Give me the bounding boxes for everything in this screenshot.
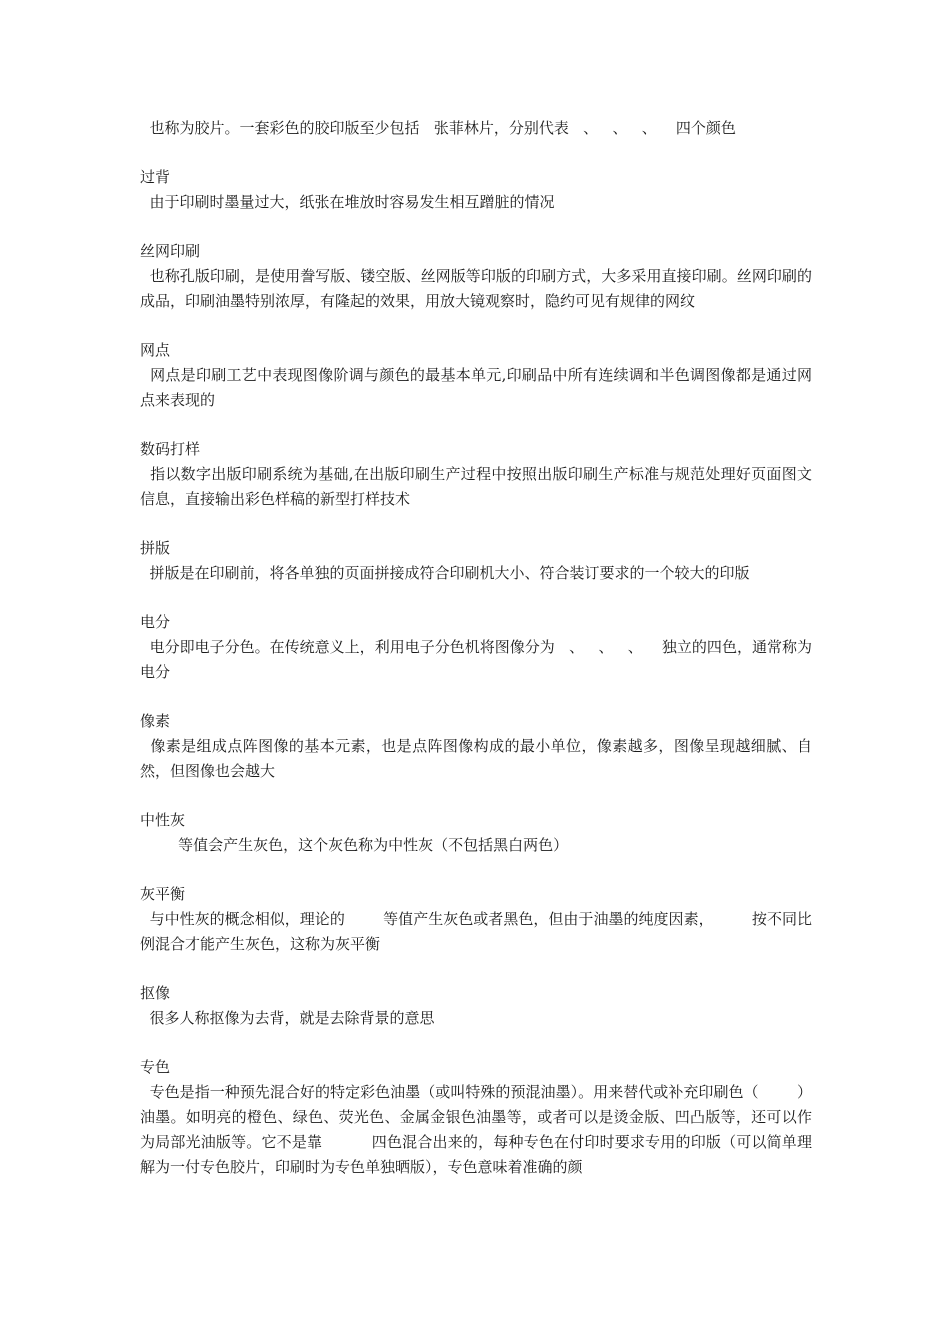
entry-imposition [140, 536, 812, 586]
entry-term: 拼版 [140, 539, 171, 557]
entry-guobei [140, 165, 812, 215]
entry-screen-printing [140, 239, 812, 314]
entry-definition: 指以数字出版印刷系统为基础,在出版印刷生产过程中按照出版印刷生产标准与规范处理好页面图文信息，直接输出彩色样稿的新型打样技术 [140, 465, 812, 508]
entry-term: 数码打样 [140, 440, 201, 458]
entry-term: 中性灰 [140, 811, 186, 829]
entry-neutral-gray [140, 808, 812, 858]
entry-term: 电分 [140, 613, 171, 631]
intro-paragraph: 也称为胶片。一套彩色的胶印版至少包括 张菲林片，分别代表 、 、 、 四个颜色 [140, 119, 736, 137]
entry-definition: 像素是组成点阵图像的基本元素，也是点阵图像构成的最小单位，像素越多，图像呈现越细腻、自然，但图像也会越大 [140, 737, 812, 780]
entry-term: 网点 [140, 341, 171, 359]
entry-term: 过背 [140, 168, 171, 186]
entry-keying [140, 981, 812, 1031]
entry-digital-proofing [140, 437, 812, 512]
entry-definition: 也称孔版印刷，是使用誊写版、镂空版、丝网版等印版的印刷方式，大多采用直接印刷。丝网印刷的成品，印刷油墨特别浓厚，有隆起的效果，用放大镜观察时，隐约可见有规律的网纹 [140, 267, 812, 310]
entry-term: 丝网印刷 [140, 242, 201, 260]
entry-gray-balance [140, 882, 812, 957]
entry-pixel [140, 709, 812, 784]
entry-term: 灰平衡 [140, 885, 186, 903]
entry-halftone-dot [140, 338, 812, 413]
entry-electronic-separation [140, 610, 812, 685]
entry-spot-color [140, 1055, 812, 1180]
document-page [140, 116, 812, 1204]
entry-definition: 电分即电子分色。在传统意义上，利用电子分色机将图像分为 、 、 、 独立的四色，通常称为电分 [140, 638, 812, 681]
entry-term: 专色 [140, 1058, 171, 1076]
entry-definition: 与中性灰的概念相似，理论的 等值产生灰色或者黑色，但由于油墨的纯度因素， 按不同比例混合才能产生灰色，这称为灰平衡 [140, 910, 812, 953]
entry-definition: 等值会产生灰色，这个灰色称为中性灰（不包括黑白两色） [140, 836, 569, 854]
entry-definition: 专色是指一种预先混合好的特定彩色油墨（或叫特殊的预混油墨）。用来替代或补充印刷色（ ）油墨。如明亮的橙色、绿色、荧光色、金属金银色油墨等，或者可以是烫金版、凹凸版等，还可以作为局部光油版等。它不是靠 四色混合出来的，每种专色在付印时要求专用的印版（可以简单理解为一付专色胶片，印刷时为专色单独晒版），专色意味着准确的颜 [140, 1083, 812, 1176]
entry-definition: 网点是印刷工艺中表现图像阶调与颜色的最基本单元,印刷品中所有连续调和半色调图像都是通过网点来表现的 [140, 366, 812, 409]
entry-definition: 拼版是在印刷前，将各单独的页面拼接成符合印刷机大小、符合装订要求的一个较大的印版 [140, 564, 750, 582]
entry-definition: 由于印刷时墨量过大，纸张在堆放时容易发生相互蹭脏的情况 [140, 193, 555, 211]
entry-term: 像素 [140, 712, 171, 730]
entry-definition: 很多人称抠像为去背，就是去除背景的意思 [140, 1009, 435, 1027]
entry-term: 抠像 [140, 984, 171, 1002]
